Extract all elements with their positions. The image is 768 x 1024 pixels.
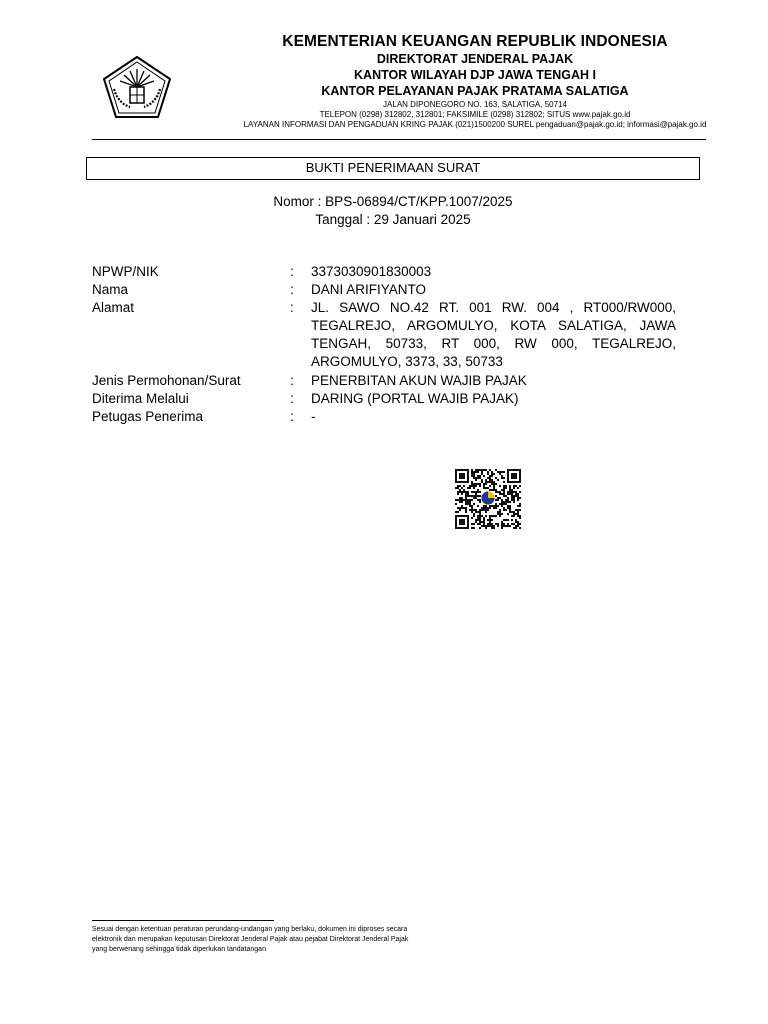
field-label: NPWP/NIK xyxy=(92,264,159,279)
header-divider xyxy=(92,139,706,140)
document-title: BUKTI PENERIMAAN SURAT xyxy=(86,157,700,180)
field-colon: : xyxy=(290,373,294,388)
field-label: Alamat xyxy=(92,300,135,315)
field-value: - xyxy=(311,409,316,424)
directorate-name: DIREKTORAT JENDERAL PAJAK xyxy=(376,52,574,66)
field-value: PENERBITAN AKUN WAJIB PAJAK xyxy=(311,373,527,388)
qr-code-icon xyxy=(455,469,521,529)
field-label: Diterima Melalui xyxy=(92,391,189,406)
footnote: Sesuai dengan ketentuan peraturan perundang-undangan yang berlaku, dokumen ini diproses secara elektronik dan merupakan keputusan Direktorat Jenderal Pajak atau pejabat Direktorat Jenderal Pajak yang berwenang sehingga tidak diperlukan tandatangan xyxy=(92,926,409,953)
ministry-name: KEMENTERIAN KEUANGAN REPUBLIK INDONESIA xyxy=(282,33,668,50)
field-colon: : xyxy=(290,391,294,406)
field-label: Petugas Penerima xyxy=(92,409,204,424)
regional-office-name: KANTOR WILAYAH DJP JAWA TENGAH I xyxy=(354,68,596,82)
field-colon: : xyxy=(290,409,294,424)
footnote-divider xyxy=(92,920,274,921)
kemenkeu-logo-icon xyxy=(100,55,174,119)
field-colon: : xyxy=(290,300,294,315)
office-address: JALAN DIPONEGORO NO. 163, SALATIGA, 50714 xyxy=(383,100,567,109)
document-date: Tanggal : 29 Januari 2025 xyxy=(315,212,471,227)
field-value: JL. SAWO NO.42 RT. 001 RW. 004 , RT000/RW000, TEGALREJO, ARGOMULYO, KOTA SALATIGA, JAWA TENGAH, 50733, RT 000, RW 000, TEGALREJO, ARGOMULYO, 3373, 33, 50733 xyxy=(311,300,676,369)
office-contact: TELEPON (0298) 312802, 312801; FAKSIMILE (0298) 312802; SITUS www.pajak.go.id xyxy=(319,110,631,119)
field-colon: : xyxy=(290,282,294,297)
field-value: DARING (PORTAL WAJIB PAJAK) xyxy=(311,391,519,406)
field-colon: : xyxy=(290,264,294,279)
field-label: Jenis Permohonan/Surat xyxy=(92,373,241,388)
tax-office-name: KANTOR PELAYANAN PAJAK PRATAMA SALATIGA xyxy=(321,84,629,98)
field-value: 3373030901830003 xyxy=(311,264,432,279)
service-info: LAYANAN INFORMASI DAN PENGADUAN KRING PAJAK (021)1500200 SUREL pengaduan@pajak.go.id; informasi@pajak.go.id xyxy=(243,120,707,129)
field-label: Nama xyxy=(92,282,129,297)
document-number: Nomor : BPS-06894/CT/KPP.1007/2025 xyxy=(273,194,513,209)
field-value: DANI ARIFIYANTO xyxy=(311,282,427,297)
